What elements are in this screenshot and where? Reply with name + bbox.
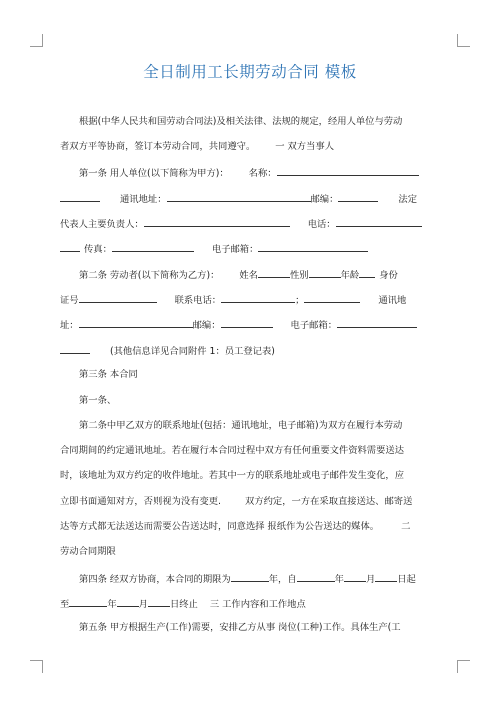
worker-postcode-field[interactable] bbox=[221, 318, 273, 328]
crop-mark-bottom-left bbox=[30, 660, 43, 673]
crop-mark-bottom-right bbox=[457, 660, 470, 673]
document-title: 全日制用工长期劳动合同 模板 bbox=[143, 63, 357, 81]
employer-phone-field-cont[interactable] bbox=[60, 242, 80, 252]
start-year-field[interactable] bbox=[297, 572, 335, 582]
article-3-line-5: 达等方式都无法送达而需要公告送达时，同意选择 报纸作为公告送达的媒体。 二 bbox=[60, 521, 411, 532]
legal-rep-field[interactable] bbox=[144, 217, 290, 227]
worker-name-field[interactable] bbox=[258, 268, 290, 278]
worker-email-field[interactable] bbox=[337, 318, 417, 328]
article-3-line-4: 立即书面通知对方，否则视为没有变更. 双方约定，一方在采取直接送达、邮寄送 bbox=[60, 496, 413, 507]
legal-rep-line: 代表人主要负责人： 电话： bbox=[60, 217, 440, 231]
employer-fax-field[interactable] bbox=[112, 242, 194, 252]
worker-phone-field-2[interactable] bbox=[304, 293, 360, 303]
employer-postcode-field[interactable] bbox=[338, 192, 378, 202]
start-day-field[interactable] bbox=[375, 572, 397, 582]
employer-name-field[interactable] bbox=[277, 166, 419, 176]
section-heading-term-number: 二 bbox=[401, 521, 411, 532]
end-month-field[interactable] bbox=[117, 597, 139, 607]
intro-line-2: 者双方平等协商，签订本劳动合同，共同遵守。 一 双方当事人 bbox=[60, 141, 334, 152]
end-day-field[interactable] bbox=[148, 597, 170, 607]
article-2-line: 第二条 劳动者(以下简称为乙方)： 姓名 性别 年龄 身份 bbox=[79, 270, 398, 281]
fax-email-line: 传真： 电子邮箱： bbox=[60, 242, 440, 256]
worker-address-line: 址： 邮编： 电子邮箱： bbox=[60, 318, 440, 332]
article-4-line-1: 第四条 经双方协商，本合同的期限为 年，自 年 月 日起 bbox=[79, 574, 416, 585]
article-3-line-3: 时，该地址为双方约定的收件地址。若其中一方的联系地址或电子邮件发生变化，应 bbox=[60, 470, 404, 481]
crop-mark-top-right bbox=[457, 34, 470, 47]
article-4-line-2: 至 年 月 日终止 三 工作内容和工作地点 bbox=[60, 599, 306, 610]
worker-id-field[interactable] bbox=[79, 293, 157, 303]
article-3-line-2: 合同期间的约定通讯地址。若在履行本合同过程中双方有任何重要文件资料需要送达 bbox=[60, 445, 404, 456]
employer-address-field[interactable] bbox=[167, 192, 311, 202]
worker-address-field[interactable] bbox=[79, 318, 193, 328]
article-3-ref: 第一条、 bbox=[79, 395, 117, 406]
intro-line-1: 根据(中华人民共和国劳动合同法)及相关法律、法规的规定，经用人单位与劳动 bbox=[79, 116, 403, 127]
term-years-field[interactable] bbox=[231, 572, 269, 582]
start-month-field[interactable] bbox=[344, 572, 366, 582]
worker-gender-field[interactable] bbox=[309, 268, 341, 278]
article-1-line: 第一条 用人单位(以下简称为甲方)： 名称： bbox=[60, 166, 459, 180]
section-heading-term: 劳动合同期限 bbox=[60, 546, 116, 557]
article-5-line-1: 第五条 甲方根据生产(工作)需要，安排乙方从事 岗位(工种)工作。具体生产(工 bbox=[79, 622, 401, 633]
section-heading-parties: 一 双方当事人 bbox=[275, 141, 334, 152]
employer-name-field-cont[interactable] bbox=[60, 192, 100, 202]
end-year-field[interactable] bbox=[69, 597, 107, 607]
worker-phone-field[interactable] bbox=[221, 293, 295, 303]
employer-phone-field[interactable] bbox=[336, 217, 422, 227]
worker-email-field-cont[interactable] bbox=[60, 344, 90, 354]
worker-age-field[interactable] bbox=[359, 268, 375, 278]
article-3-line-1: 第二条中甲乙双方的联系地址(包括：通讯地址，电子邮箱)为双方在履行本劳动 bbox=[79, 420, 403, 431]
employer-email-field[interactable] bbox=[258, 242, 368, 252]
section-heading-work: 三 工作内容和工作地点 bbox=[209, 599, 306, 610]
article-3-heading: 第三条 本合同 bbox=[79, 369, 138, 380]
appendix-note-line: (其他信息详见合同附件 1：员工登记表) bbox=[60, 344, 440, 358]
crop-mark-top-left bbox=[30, 34, 43, 47]
employer-address-line: 通讯地址： 邮编： 法定 bbox=[60, 192, 440, 206]
worker-id-line: 证号 联系电话： ； 通讯地 bbox=[60, 295, 407, 306]
